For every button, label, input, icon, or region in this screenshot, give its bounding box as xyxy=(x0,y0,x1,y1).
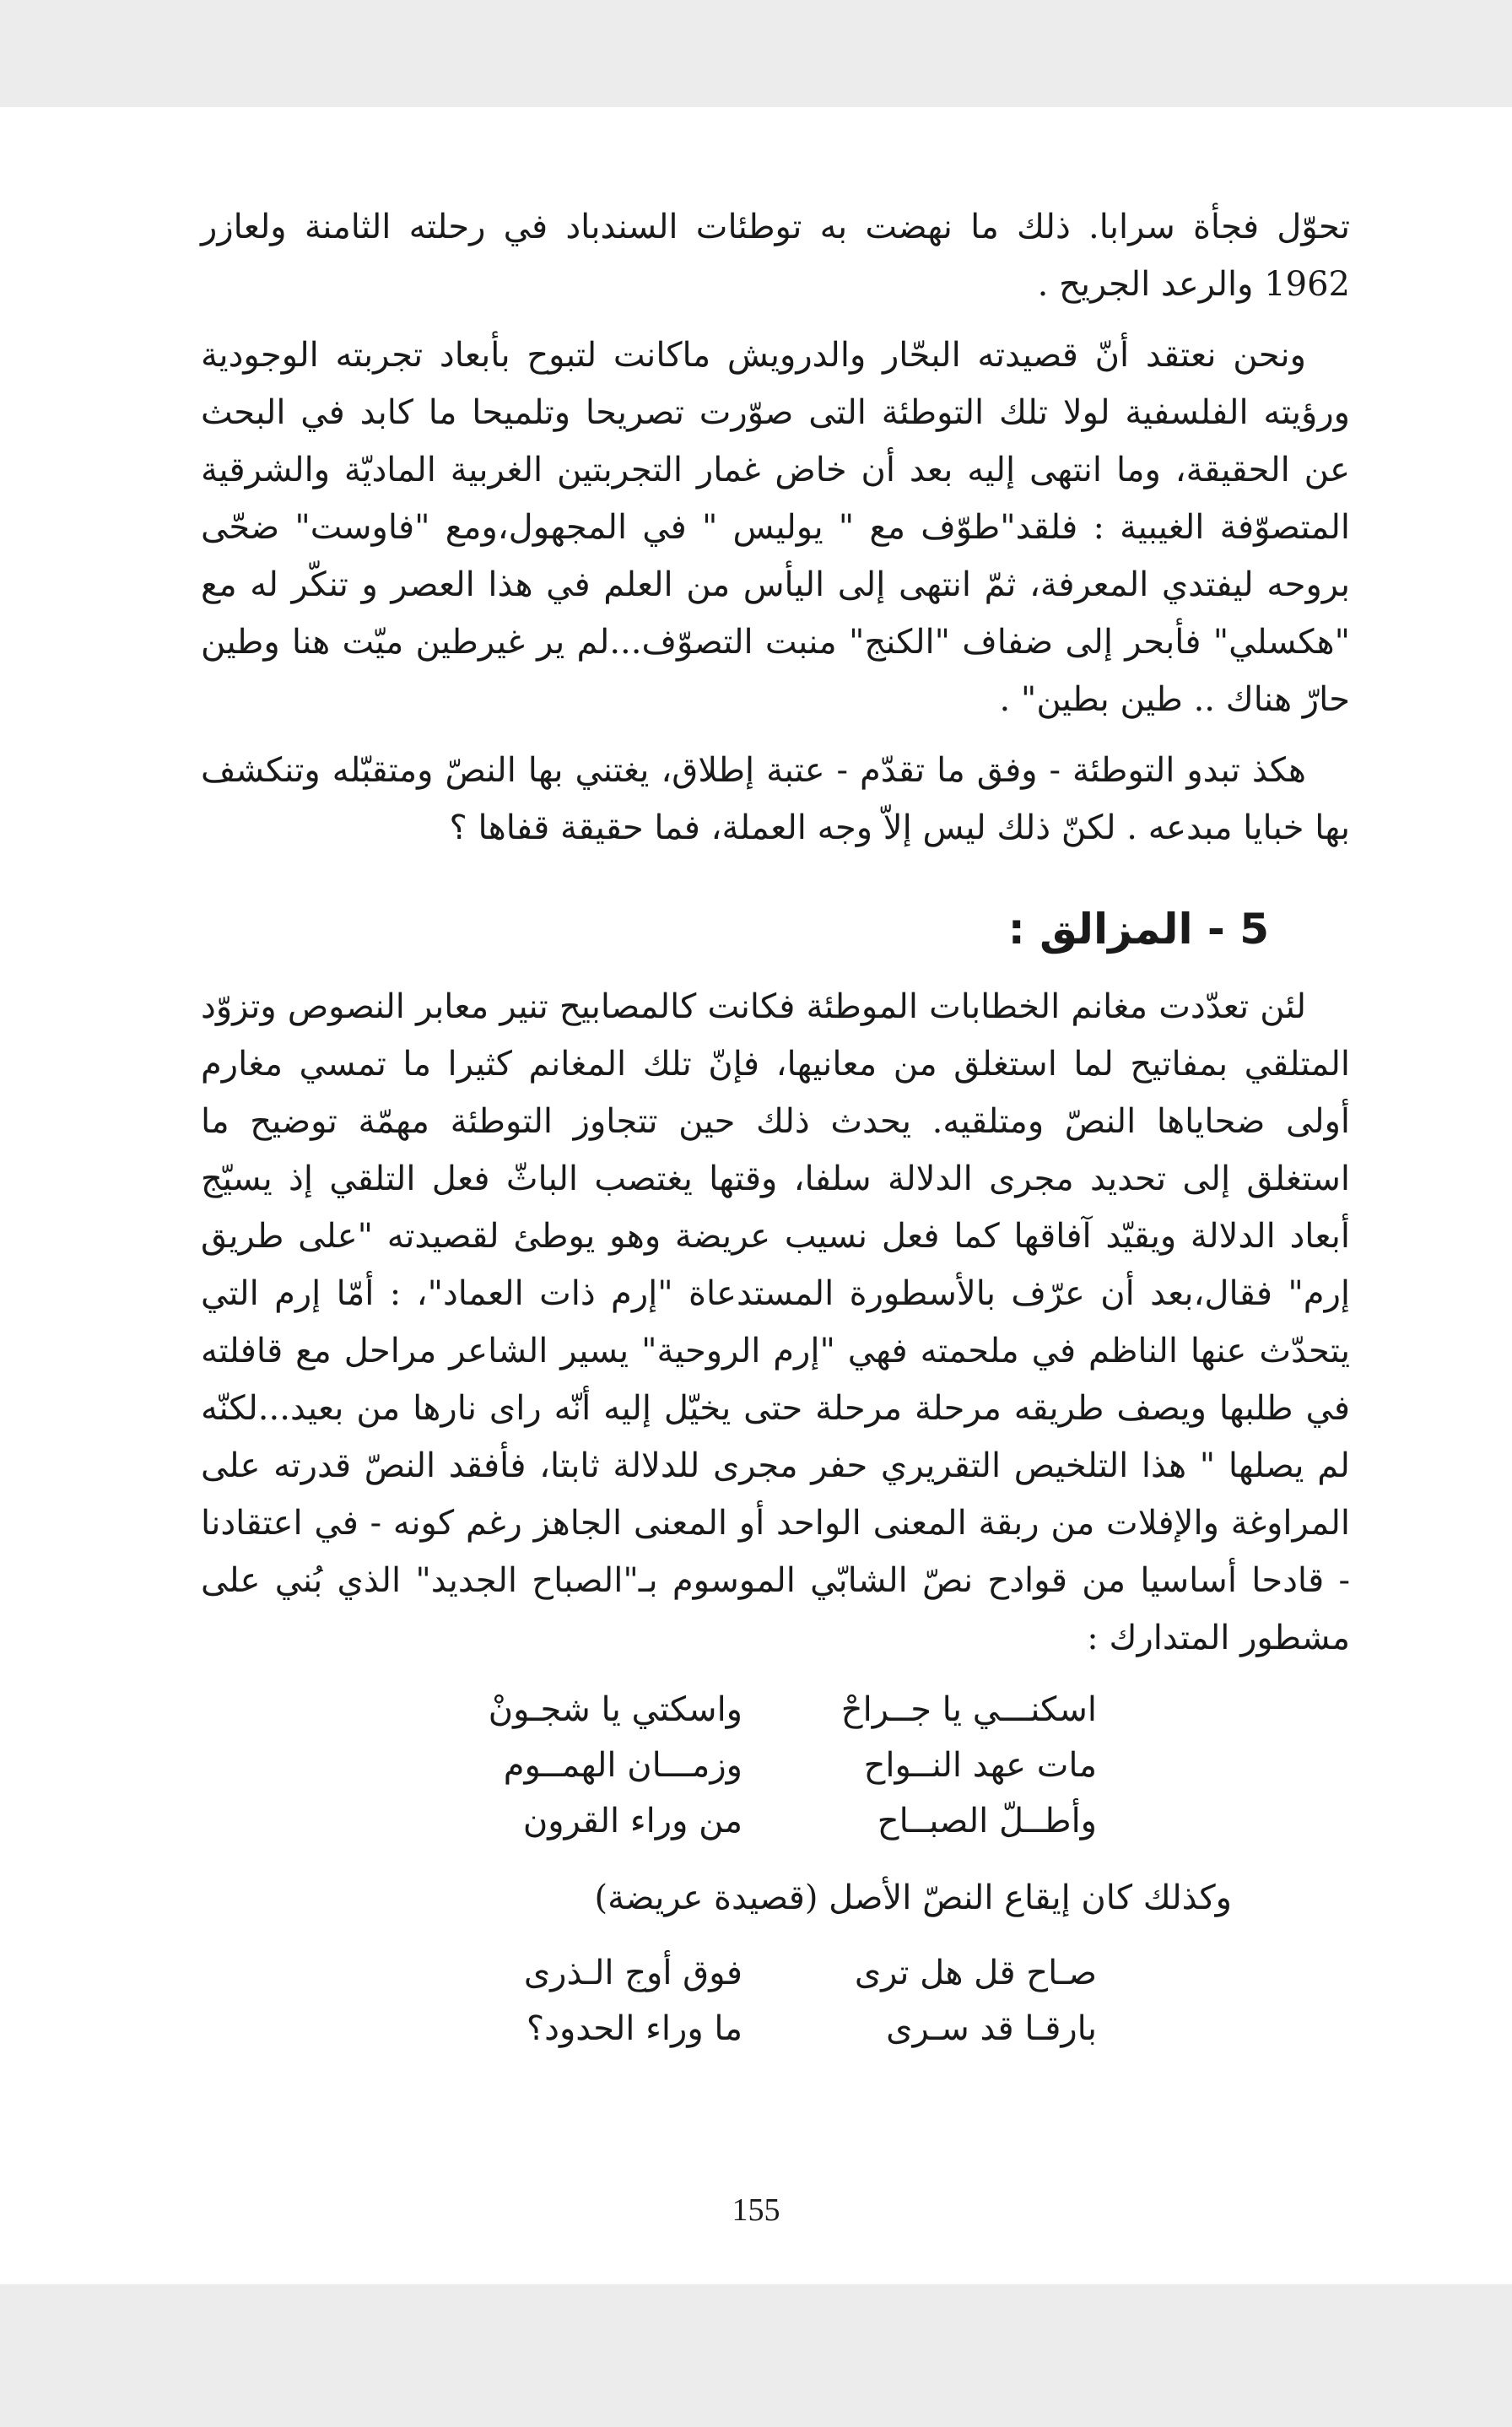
page-number: 155 xyxy=(732,2192,780,2228)
document-page xyxy=(0,107,1512,2284)
page-content xyxy=(201,198,1350,2077)
verse-line xyxy=(201,2001,1350,2057)
paragraph-sindbad-poem: ونحن نعتقد أنّ قصيدته البحّار والدرويش ماكانت لتبوح بأبعاد تجربته الوجودية ورؤيته الفلسفية لولا تلك التوطئة التى صوّرت تصريحا وتلميحا ما كابد في البحث عن الحقيقة، وما انتهى إليه بعد أن خاض غمار التجربتين الغربية الماديّة والشرقية المتصوّفة الغيبية : فلقد"طوّف مع " يوليس " في المجهول،ومع "فاوست" ضحّى بروحه ليفتدي المعرفة، ثمّ انتهى إلى اليأس من العلم في هذا العصر و تنكّر له مع "هكسلي" فأبحر إلى ضفاف "الكنج" منبت التصوّف...لم ير غيرطين ميّت هنا وطين حارّ هناك .. طين بطين" . xyxy=(201,336,1350,719)
verse-first-hemistich: مات عهد النــواح xyxy=(863,1746,1097,1785)
verse-first-hemistich: وأطــلّ الصبــاح xyxy=(877,1802,1097,1841)
paragraph-threshold-question: هكذ تبدو التوطئة - وفق ما تقدّم - عتبة إطلاق، يغتني بها النصّ ومتقبّله وتنكشف بها خبايا مبدعه . لكنّ ذلك ليس إلاّ وجه العملة، فما حقيقة قفاها ؟ xyxy=(201,751,1350,847)
paragraph-pitfalls: لئن تعدّدت مغانم الخطابات الموطئة فكانت كالمصابيح تنير معابر النصوص وتزوّد المتلقي بمفاتيح لما استغلق من معانيها، فإنّ تلك المغانم كثيرا ما تمسي مغارم أولى ضحاياها النصّ ومتلقيه. يحدث ذلك حين تتجاوز التوطئة مهمّة توضيح ما استغلق إلى تحديد مجرى الدلالة سلفا، وقتها يغتصب الباثّ فعل التلقي إذ يسيّج أبعاد الدلالة ويقيّد آفاقها كما فعل نسيب عريضة وهو يوطئ لقصيدته "على طريق إرم" فقال،بعد أن عرّف بالأسطورة المستدعاة "إرم ذات العماد"، : أمّا إرم التي يتحدّث عنها الناظم في ملحمته فهي "إرم الروحية" يسير الشاعر مراحل مع قافلته في طلبها ويصف طريقه مرحلة مرحلة حتى يخيّل إليه أنّه راى نارها من بعيد...لكنّه لم يصلها " هذا التلخيص التقريري حفر مجرى للدلالة ثابتا، فأفقد النصّ قدرته على المراوغة والإفلات من ربقة المعنى الواحد أو المعنى الجاهز رغم كونه - في اعتقادنا - قادحا أساسيا من قوادح نصّ الشابّي الموسوم بـ"الصباح الجديد" الذي بُني على مشطور المتدارك : xyxy=(201,987,1350,1657)
verse-block-arida xyxy=(201,1945,1350,2057)
verse-second-hemistich: من وراء القرون xyxy=(522,1802,742,1841)
verse-line xyxy=(201,1738,1350,1793)
verse-second-hemistich: وزمـــان الهمــوم xyxy=(503,1746,742,1785)
paragraph-continuation: تحوّل فجأة سرابا. ذلك ما نهضت به توطئات السندباد في رحلته الثامنة ولعازر 1962 والرعد الجريح . xyxy=(201,208,1350,304)
verse-second-hemistich: ما وراء الحدود؟ xyxy=(526,2009,742,2048)
verse-line xyxy=(201,1793,1350,1849)
section-heading-pitfalls: 5 - المزالق : xyxy=(1007,905,1269,954)
verse-intro-line: وكذلك كان إيقاع النصّ الأصل (قصيدة عريضة) xyxy=(594,1878,1232,1917)
verse-block-shabbi xyxy=(201,1682,1350,1849)
verse-first-hemistich: اسكنـــي يا جــراحْ xyxy=(840,1690,1097,1729)
verse-first-hemistich: صـاح قل هل ترى xyxy=(854,1954,1097,1992)
verse-second-hemistich: واسكتي يا شجـونْ xyxy=(488,1690,742,1729)
verse-second-hemistich: فوق أوج الـذرى xyxy=(523,1954,742,1992)
verse-line xyxy=(201,1945,1350,2001)
verse-first-hemistich: بارقـا قد سـرى xyxy=(886,2009,1097,2048)
verse-line xyxy=(201,1682,1350,1738)
